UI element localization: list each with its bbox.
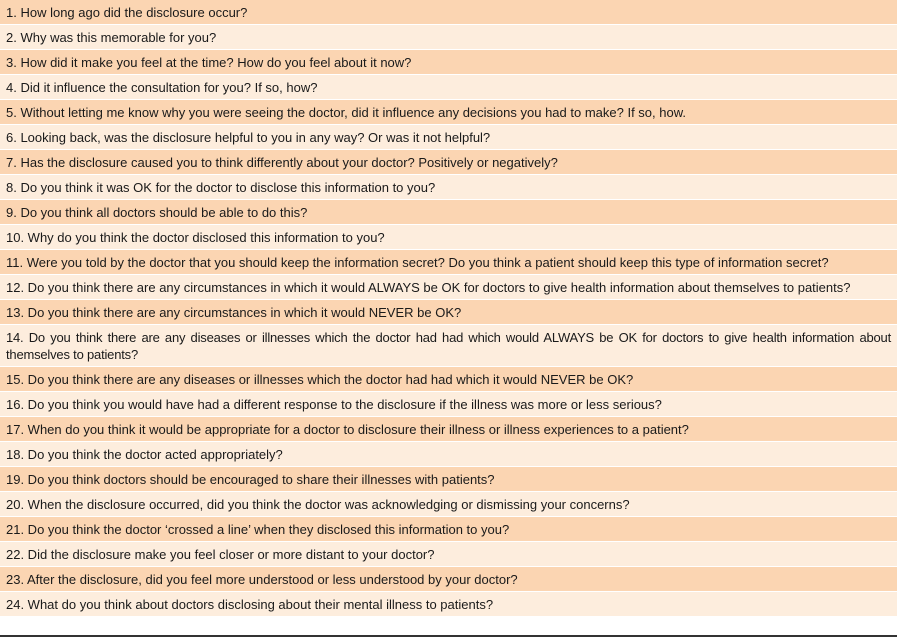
question-14: 14. Do you think there are any diseases or illnesses which the doctor had had which would ALWAYS be OK for doctors to give health information about themselves to patients? bbox=[0, 325, 897, 367]
question-11: 11. Were you told by the doctor that you should keep the information secret? Do you think a patient should keep this type of information secret? bbox=[0, 250, 897, 275]
table-row bbox=[0, 175, 897, 200]
question-2: 2. Why was this memorable for you? bbox=[0, 25, 897, 50]
table-row bbox=[0, 275, 897, 300]
question-6: 6. Looking back, was the disclosure helpful to you in any way? Or was it not helpful? bbox=[0, 125, 897, 150]
table-row bbox=[0, 542, 897, 567]
table-row bbox=[0, 100, 897, 125]
question-13: 13. Do you think there are any circumstances in which it would NEVER be OK? bbox=[0, 300, 897, 325]
table-row bbox=[0, 125, 897, 150]
question-18: 18. Do you think the doctor acted appropriately? bbox=[0, 442, 897, 467]
table-row bbox=[0, 250, 897, 275]
table-row bbox=[0, 75, 897, 100]
table-row bbox=[0, 467, 897, 492]
question-12: 12. Do you think there are any circumstances in which it would ALWAYS be OK for doctors to give health information about themselves to patients? bbox=[0, 275, 897, 300]
question-10: 10. Why do you think the doctor disclosed this information to you? bbox=[0, 225, 897, 250]
question-21: 21. Do you think the doctor ‘crossed a line’ when they disclosed this information to you? bbox=[0, 517, 897, 542]
table-row bbox=[0, 492, 897, 517]
question-22: 22. Did the disclosure make you feel closer or more distant to your doctor? bbox=[0, 542, 897, 567]
table-bottom-rule bbox=[0, 635, 897, 637]
table-row bbox=[0, 0, 897, 25]
question-16: 16. Do you think you would have had a different response to the disclosure if the illness was more or less serious? bbox=[0, 392, 897, 417]
question-23: 23. After the disclosure, did you feel more understood or less understood by your doctor? bbox=[0, 567, 897, 592]
question-8: 8. Do you think it was OK for the doctor to disclose this information to you? bbox=[0, 175, 897, 200]
table-row bbox=[0, 300, 897, 325]
question-1: 1. How long ago did the disclosure occur? bbox=[0, 0, 897, 25]
question-19: 19. Do you think doctors should be encouraged to share their illnesses with patients? bbox=[0, 467, 897, 492]
question-4: 4. Did it influence the consultation for you? If so, how? bbox=[0, 75, 897, 100]
table-row bbox=[0, 325, 897, 367]
question-20: 20. When the disclosure occurred, did you think the doctor was acknowledging or dismissing your concerns? bbox=[0, 492, 897, 517]
question-5: 5. Without letting me know why you were seeing the doctor, did it influence any decisions you had to make? If so, how. bbox=[0, 100, 897, 125]
table-row bbox=[0, 367, 897, 392]
question-9: 9. Do you think all doctors should be able to do this? bbox=[0, 200, 897, 225]
question-7: 7. Has the disclosure caused you to think differently about your doctor? Positively or negatively? bbox=[0, 150, 897, 175]
table-row bbox=[0, 442, 897, 467]
table-row bbox=[0, 150, 897, 175]
table-row bbox=[0, 225, 897, 250]
table-row bbox=[0, 25, 897, 50]
question-3: 3. How did it make you feel at the time? How do you feel about it now? bbox=[0, 50, 897, 75]
table-row bbox=[0, 200, 897, 225]
question-24: 24. What do you think about doctors disclosing about their mental illness to patients? bbox=[0, 592, 897, 617]
table-row bbox=[0, 567, 897, 592]
table-row bbox=[0, 517, 897, 542]
question-15: 15. Do you think there are any diseases or illnesses which the doctor had had which it would NEVER be OK? bbox=[0, 367, 897, 392]
table-row bbox=[0, 50, 897, 75]
table-row bbox=[0, 592, 897, 617]
table-row bbox=[0, 417, 897, 442]
question-17: 17. When do you think it would be appropriate for a doctor to disclosure their illness or illness experiences to a patient? bbox=[0, 417, 897, 442]
table-row bbox=[0, 392, 897, 417]
